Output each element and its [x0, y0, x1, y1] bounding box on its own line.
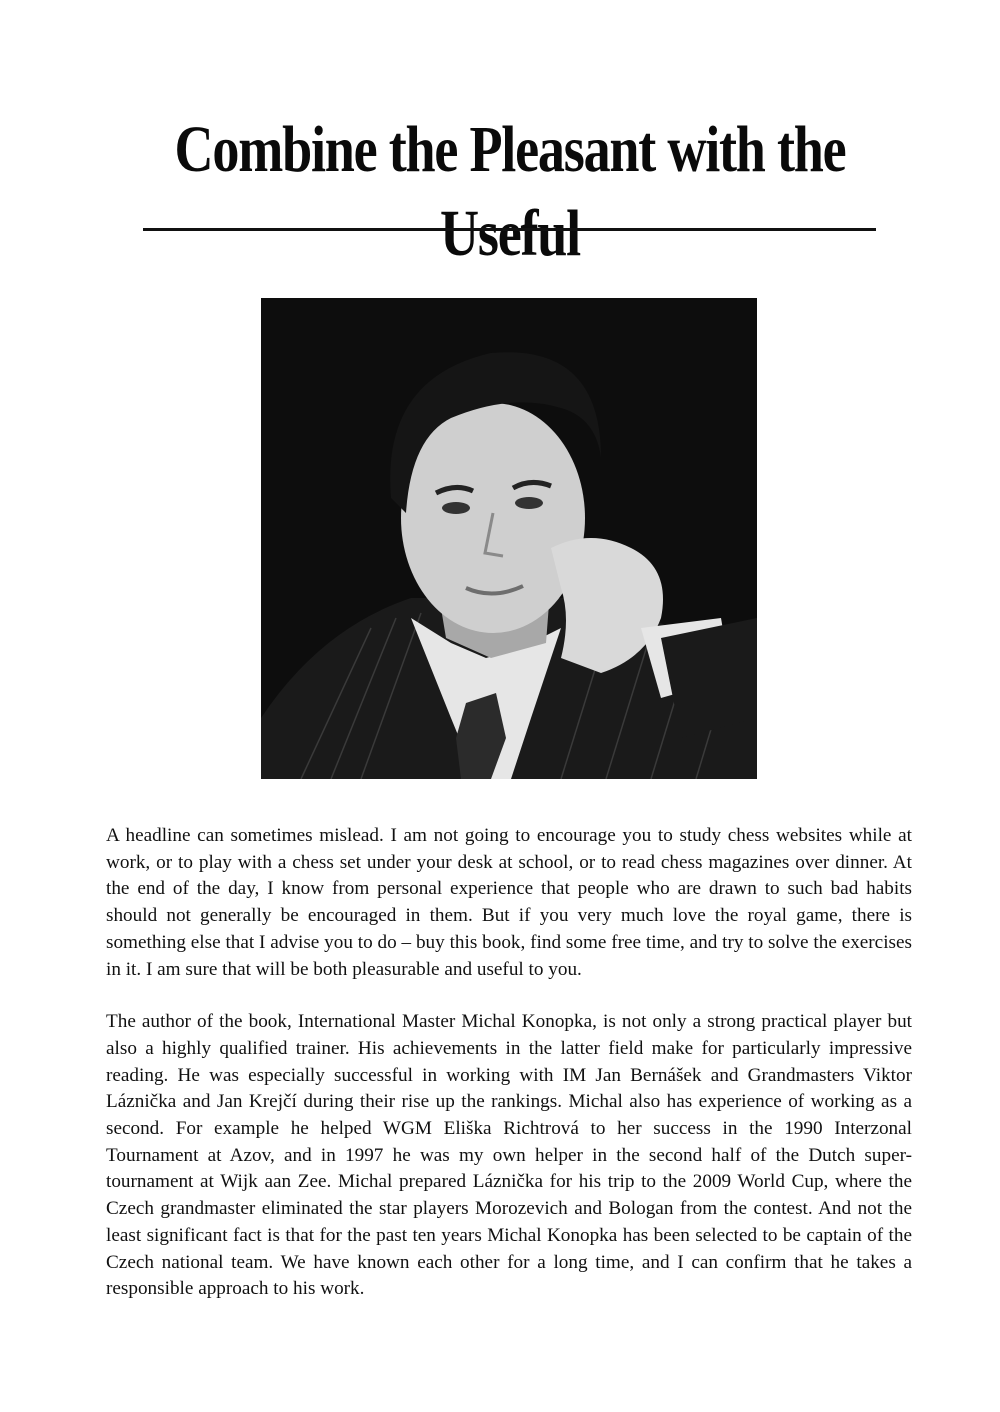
article-body — [106, 823, 912, 1303]
title-divider — [143, 228, 876, 231]
paragraph: A headline can sometimes mislead. I am not going to encourage you to study chess websites while at work, or to play with a chess set under your desk at school, or to read chess magazines over dinner. At the end of the day, I know from personal experience that people who are drawn to such bad habits should not generally be encouraged in them. But if you very much love the royal game, there is something else that I advise you to do – buy this book, find some free time, and try to solve the exercises in it. I am sure that will be both pleasurable and useful to you. — [106, 825, 912, 980]
page-title: Combine the Pleasant with the Useful — [174, 113, 846, 270]
portrait-photo-icon — [261, 298, 757, 779]
portrait-photo — [261, 298, 757, 779]
paragraph: The author of the book, International Master Michal Konopka, is not only a strong practical player but also a highly qualified trainer. His achievements in the latter field make for particularly impressive reading. He was especially successful in working with IM Jan Bernášek and Grandmasters Viktor Láznička and Jan Krejčí during their rise up the rankings. Michal also has experience of working as a second. For example he helped WGM Eliška Richtrová to her success in the 1990 Interzonal Tournament at Azov, and in 1997 he was my own helper in the second half of the Dutch super-tournament at Wijk aan Zee. Michal prepared Láznička for his trip to the 2009 World Cup, where the Czech grandmaster eliminated the star players Morozevich and Bologan from the contest. And not the least significant fact is that for the past ten years Michal Konopka has been selected to be captain of the Czech national team. We have known each other for a long time, and I can confirm that he takes a responsible approach to his work. — [106, 1011, 912, 1300]
